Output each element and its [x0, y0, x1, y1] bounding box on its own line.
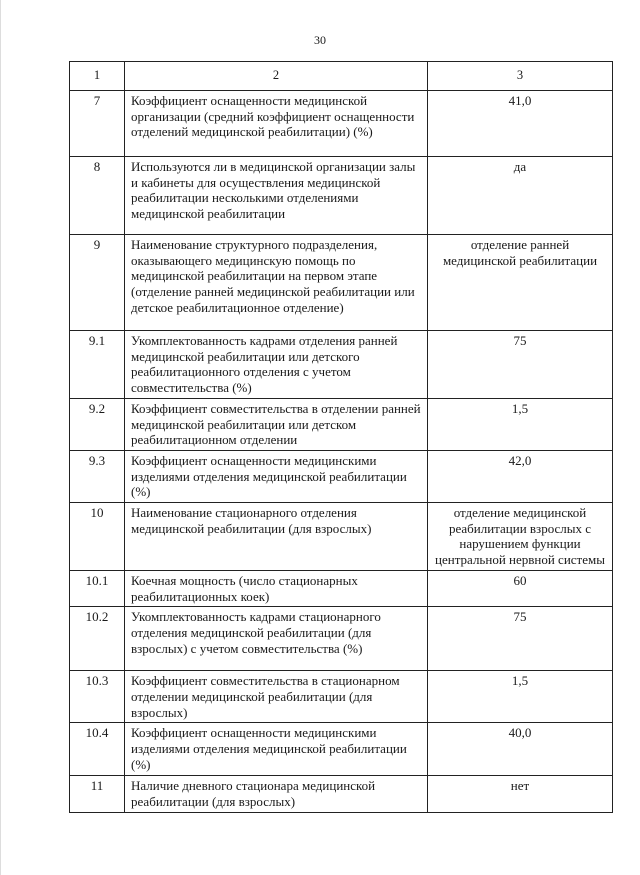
table-row [70, 331, 613, 399]
row-value: отделение ранней медицинской реабилитации [428, 235, 613, 331]
row-number: 9.3 [70, 450, 125, 502]
row-value: 42,0 [428, 450, 613, 502]
table-row [70, 91, 613, 157]
scan-edge [0, 0, 1, 875]
table-header-row [70, 62, 613, 91]
table-row [70, 235, 613, 331]
row-value: 40,0 [428, 723, 613, 776]
row-indicator: Наименование структурного подразделения, оказывающего медицинскую помощь по медицинской реабилитации на первом этапе (отделение ранней медицинской реабилитации или детское реабилитационное отделение) [125, 235, 428, 331]
row-value: 75 [428, 331, 613, 399]
table-row [70, 570, 613, 606]
row-number: 10.4 [70, 723, 125, 776]
row-value: да [428, 157, 613, 235]
row-number: 10 [70, 503, 125, 571]
table-row [70, 503, 613, 571]
row-value: нет [428, 776, 613, 812]
row-number: 11 [70, 776, 125, 812]
row-indicator: Наименование стационарного отделения медицинской реабилитации (для взрослых) [125, 503, 428, 571]
rehabilitation-table [69, 61, 613, 813]
row-indicator: Коэффициент оснащенности медицинскими изделиями отделения медицинской реабилитации (%) [125, 450, 428, 502]
row-indicator: Используются ли в медицинской организации залы и кабинеты для осуществления медицинской реабилитации несколькими отделениями медицинской реабилитации [125, 157, 428, 235]
page-number: 30 [314, 33, 326, 47]
table-row [70, 776, 613, 812]
table-row [70, 607, 613, 671]
table-row [70, 157, 613, 235]
row-indicator: Коэффициент оснащенности медицинской организации (средний коэффициент оснащенности отделений медицинской реабилитации) (%) [125, 91, 428, 157]
row-value: отделение медицинской реабилитации взрослых с нарушением функции центральной нервной системы [428, 503, 613, 571]
row-number: 10.3 [70, 671, 125, 723]
header-cell-1: 1 [70, 62, 125, 91]
row-number: 10.1 [70, 570, 125, 606]
table-row [70, 398, 613, 450]
row-indicator: Укомплектованность кадрами стационарного отделения медицинской реабилитации (для взрослых) с учетом совместительства (%) [125, 607, 428, 671]
row-number: 9.1 [70, 331, 125, 399]
row-number: 9.2 [70, 398, 125, 450]
row-indicator: Коэффициент совместительства в стационарном отделении медицинской реабилитации (для взрослых) [125, 671, 428, 723]
row-indicator: Укомплектованность кадрами отделения ранней медицинской реабилитации или детского реабилитационного отделения с учетом совместительства (%) [125, 331, 428, 399]
header-cell-3: 3 [428, 62, 613, 91]
header-cell-2: 2 [125, 62, 428, 91]
row-value: 1,5 [428, 671, 613, 723]
row-number: 10.2 [70, 607, 125, 671]
row-indicator: Коэффициент оснащенности медицинскими изделиями отделения медицинской реабилитации (%) [125, 723, 428, 776]
row-number: 9 [70, 235, 125, 331]
row-value: 1,5 [428, 398, 613, 450]
row-indicator: Наличие дневного стационара медицинской реабилитации (для взрослых) [125, 776, 428, 812]
row-indicator: Коечная мощность (число стационарных реабилитационных коек) [125, 570, 428, 606]
table-row [70, 450, 613, 502]
table-row [70, 671, 613, 723]
row-number: 8 [70, 157, 125, 235]
row-value: 41,0 [428, 91, 613, 157]
table-row [70, 723, 613, 776]
row-number: 7 [70, 91, 125, 157]
row-value: 75 [428, 607, 613, 671]
row-indicator: Коэффициент совместительства в отделении ранней медицинской реабилитации или детском реабилитационном отделении [125, 398, 428, 450]
row-value: 60 [428, 570, 613, 606]
